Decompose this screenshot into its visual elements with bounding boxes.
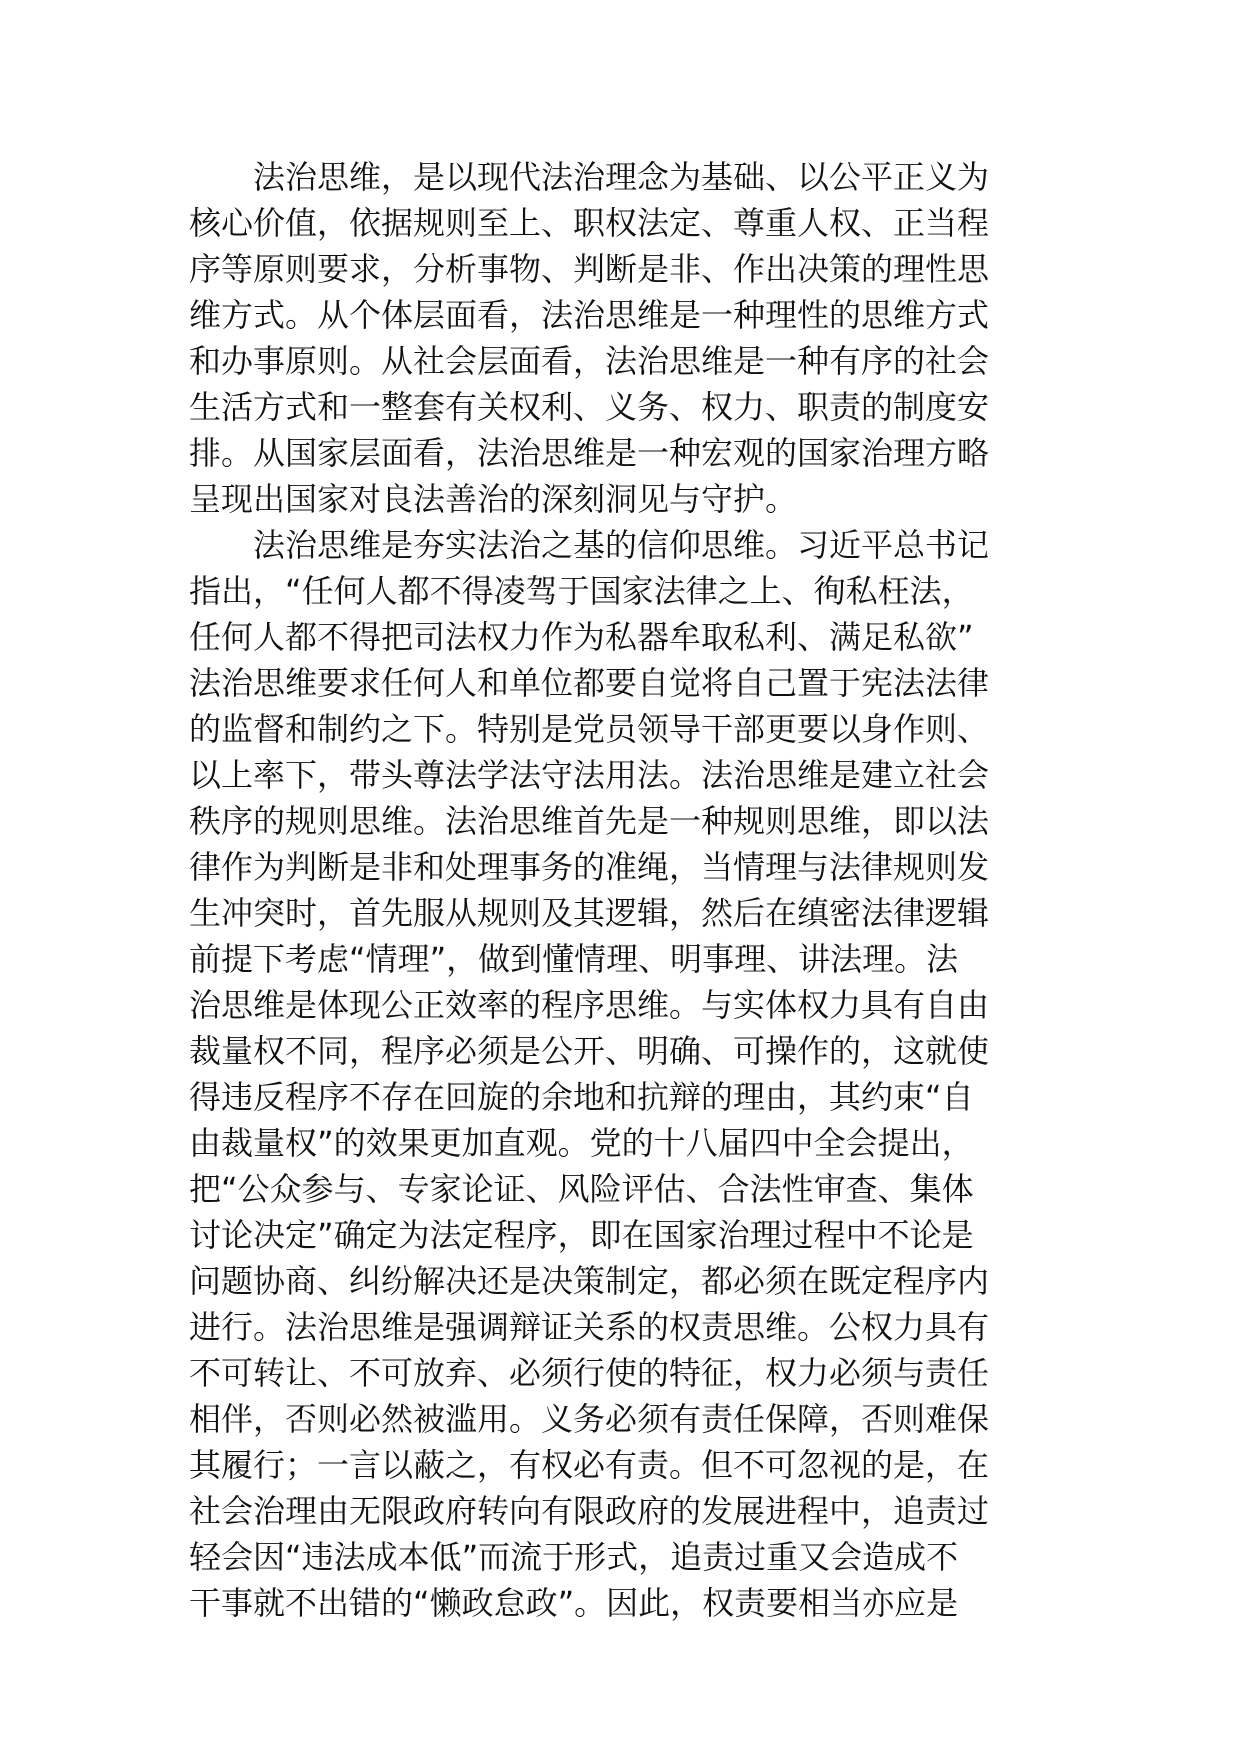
text-line: 轻会因“违法成本低”而流于形式，追责过重又会造成不	[189, 1538, 959, 1576]
text-line: 把“公众参与、专家论证、风险评估、合法性审查、集体	[189, 1170, 974, 1208]
text-line: 干事就不出错的“懒政怠政”。因此，权责要相当亦应是	[189, 1584, 959, 1622]
text-line: 法治思维，是以现代法治理念为基础、以公平正义为	[253, 158, 990, 196]
text-line: 法治思维是夯实法治之基的信仰思维。习近平总书记	[253, 526, 990, 564]
text-line: 律作为判断是非和处理事务的准绳，当情理与法律规则发	[189, 848, 990, 886]
text-line: 相伴，否则必然被滥用。义务必须有责任保障，否则难保	[189, 1400, 990, 1438]
text-line: 的监督和制约之下。特别是党员领导干部更要以身作则、	[189, 710, 990, 748]
document-body	[189, 154, 1069, 1626]
text-line: 生冲突时，首先服从规则及其逻辑，然后在缜密法律逻辑	[189, 894, 990, 932]
text-line: 治思维是体现公正效率的程序思维。与实体权力具有自由	[189, 986, 990, 1024]
text-line: 以上率下，带头尊法学法守法用法。法治思维是建立社会	[189, 756, 990, 794]
text-line: 任何人都不得把司法权力作为私器牟取私利、满足私欲”	[189, 618, 974, 656]
text-line: 生活方式和一整套有关权利、义务、权力、职责的制度安	[189, 388, 990, 426]
text-line: 核心价值，依据规则至上、职权法定、尊重人权、正当程	[189, 204, 990, 242]
text-line: 呈现出国家对良法善治的深刻洞见与守护。	[189, 480, 798, 518]
text-line: 法治思维要求任何人和单位都要自觉将自己置于宪法法律	[189, 664, 990, 702]
text-line: 社会治理由无限政府转向有限政府的发展进程中，追责过	[189, 1492, 990, 1530]
text-line: 裁量权不同，程序必须是公开、明确、可操作的，这就使	[189, 1032, 990, 1070]
text-line: 排。从国家层面看，法治思维是一种宏观的国家治理方略	[189, 434, 990, 472]
text-line: 不可转让、不可放弃、必须行使的特征，权力必须与责任	[189, 1354, 990, 1392]
text-line: 秩序的规则思维。法治思维首先是一种规则思维，即以法	[189, 802, 990, 840]
text-line: 进行。法治思维是强调辩证关系的权责思维。公权力具有	[189, 1308, 990, 1346]
text-line: 问题协商、纠纷解决还是决策制定，都必须在既定程序内	[189, 1262, 990, 1300]
text-line: 其履行；一言以蔽之，有权必有责。但不可忽视的是，在	[189, 1446, 990, 1484]
text-line: 得违反程序不存在回旋的余地和抗辩的理由，其约束“自	[189, 1078, 974, 1116]
text-line: 讨论决定”确定为法定程序，即在国家治理过程中不论是	[189, 1216, 974, 1254]
text-line: 由裁量权”的效果更加直观。党的十八届四中全会提出，	[189, 1124, 974, 1162]
text-line: 维方式。从个体层面看，法治思维是一种理性的思维方式	[189, 296, 990, 334]
text-line: 前提下考虑“情理”，做到懂情理、明事理、讲法理。法	[189, 940, 959, 978]
text-line: 序等原则要求，分析事物、判断是非、作出决策的理性思	[189, 250, 990, 288]
text-line: 和办事原则。从社会层面看，法治思维是一种有序的社会	[189, 342, 990, 380]
text-line: 指出，“任何人都不得凌驾于国家法律之上、徇私枉法，	[189, 572, 974, 610]
